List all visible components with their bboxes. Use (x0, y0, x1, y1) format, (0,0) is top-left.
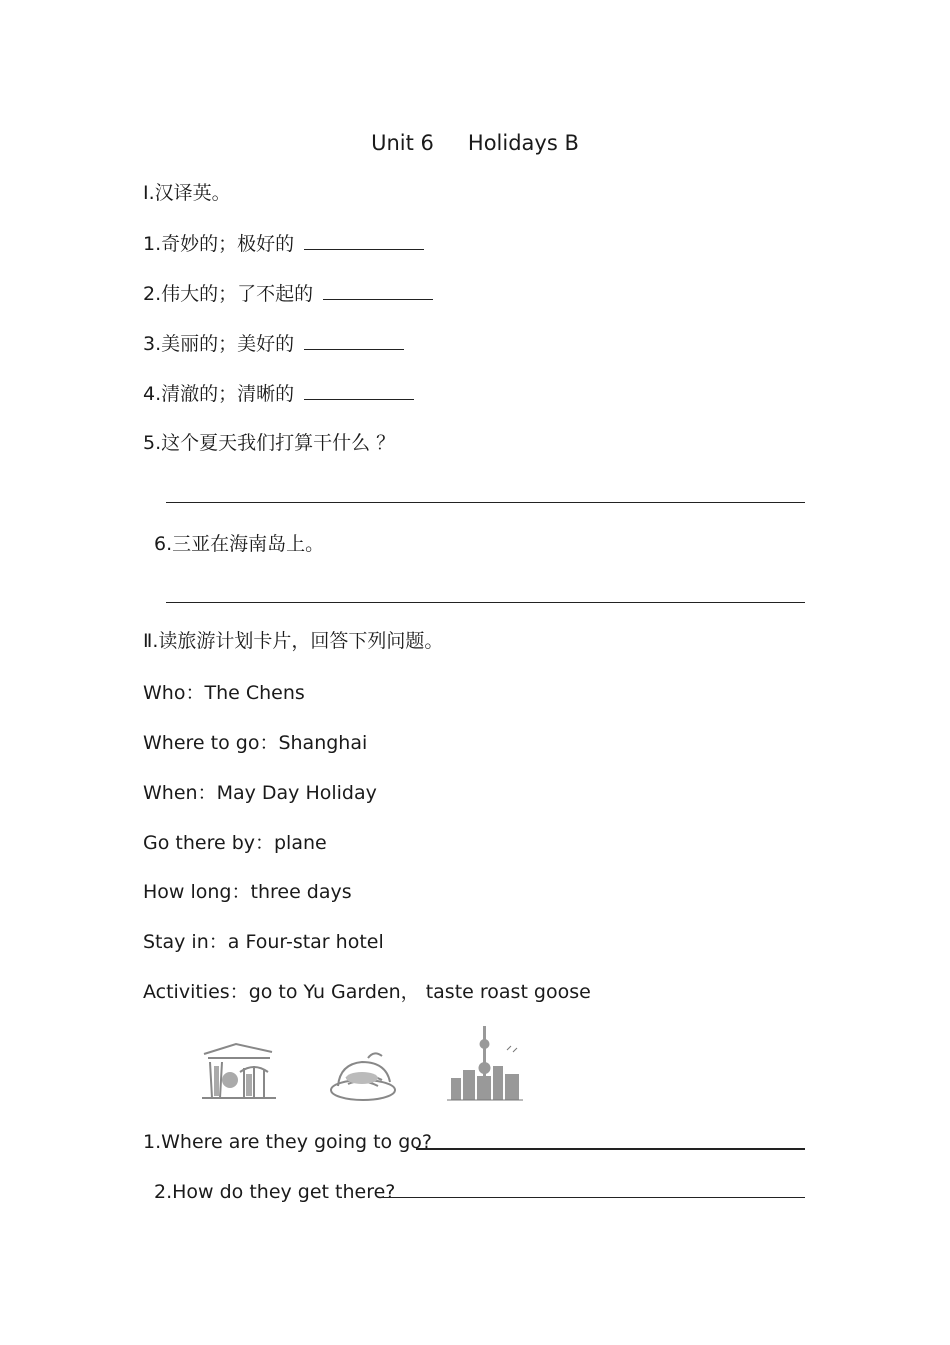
translation-item-3: 3.美丽的；美好的 (143, 331, 404, 356)
section-2-heading: Ⅱ.读旅游计划卡片，回答下列问题。 (143, 630, 444, 652)
answer-line[interactable] (166, 602, 805, 603)
shanghai-skyline-picture (447, 1022, 523, 1104)
answer-line[interactable] (380, 1197, 805, 1198)
unit-topic: Holidays B (467, 131, 579, 155)
answer-line[interactable] (416, 1148, 805, 1150)
translation-item-2: 2.伟大的；了不起的 (143, 281, 433, 306)
unit-number: Unit 6 (371, 131, 434, 155)
question-2: 2.How do they get there? (154, 1181, 396, 1203)
translation-item-6: 6.三亚在海南岛上。 (154, 533, 325, 555)
roast-goose-picture (328, 1048, 398, 1104)
translation-item-5: 5.这个夏天我们打算干什么 ？ (143, 432, 396, 454)
answer-blank[interactable] (323, 281, 433, 300)
translation-item-4: 4.清澈的；清晰的 (143, 381, 414, 406)
card-row-when: When：May Day Holiday (143, 782, 377, 804)
card-row-who: Who：The Chens (143, 682, 305, 704)
card-row-stay: Stay in：a Four-star hotel (143, 931, 384, 953)
answer-blank[interactable] (304, 381, 414, 400)
answer-line[interactable] (166, 502, 805, 503)
question-1: 1.Where are they going to go? (143, 1131, 432, 1153)
page-title (0, 131, 950, 155)
yu-garden-picture (200, 1040, 278, 1102)
card-row-activities: Activities：go to Yu Garden， taste roast goose (143, 981, 591, 1003)
section-1-heading: I.汉译英。 (143, 182, 231, 204)
card-row-transport: Go there by：plane (143, 832, 327, 854)
translation-item-1: 1.奇妙的；极好的 (143, 231, 424, 256)
card-row-duration: How long：three days (143, 881, 352, 903)
answer-blank[interactable] (304, 331, 404, 350)
answer-blank[interactable] (304, 231, 424, 250)
card-row-where: Where to go：Shanghai (143, 732, 368, 754)
